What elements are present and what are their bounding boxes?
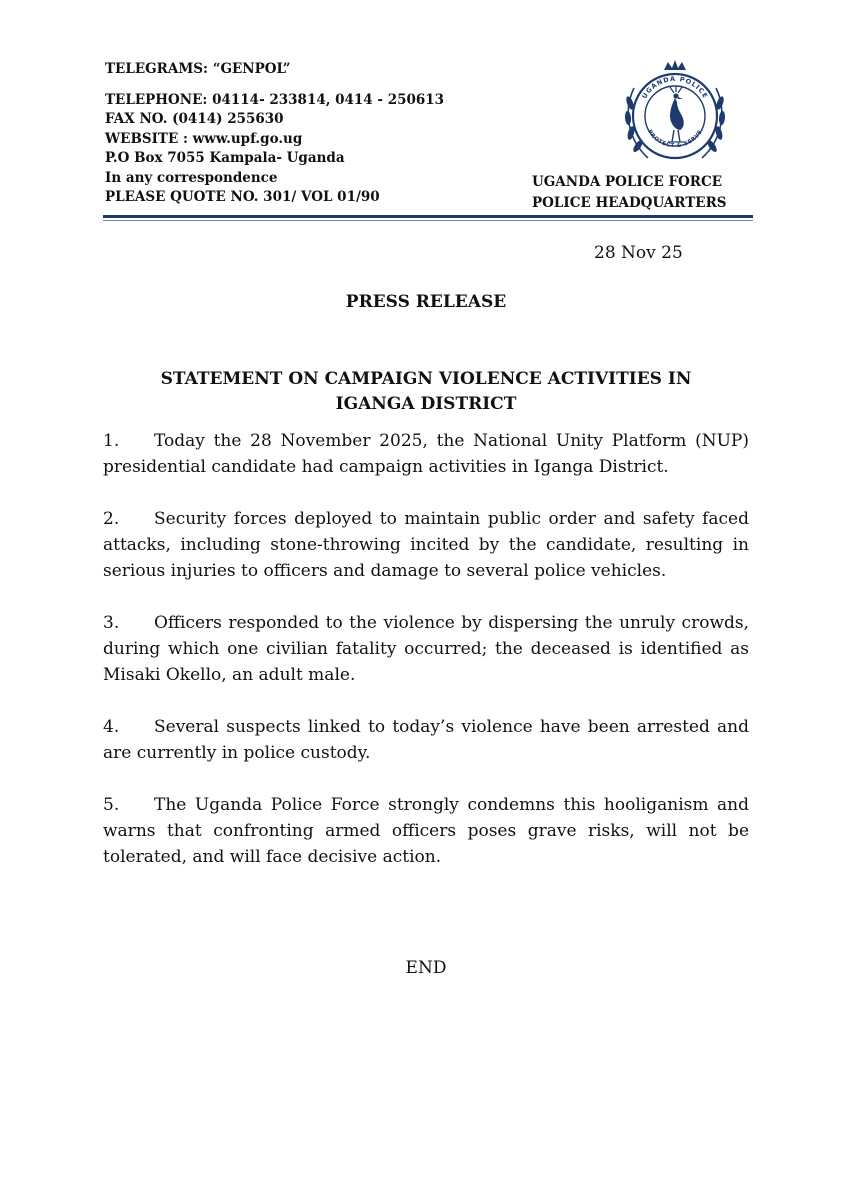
po-box-line: P.O Box 7055 Kampala- Uganda	[105, 150, 345, 166]
correspondence-line: In any correspondence	[105, 169, 278, 186]
paragraph-4	[103, 714, 749, 766]
letterhead-org-block	[532, 172, 727, 214]
crest-top-text: UGANDA POLICE	[640, 74, 710, 101]
org-unit: POLICE HEADQUARTERS	[532, 195, 727, 211]
paragraph-3	[103, 610, 749, 688]
paragraph-text: Officers responded to the violence by dispersing the unruly crowds, during which one civilian fatality occurred; the deceased is identified as Misaki Okello, an adult male.	[103, 613, 749, 685]
press-release-heading: PRESS RELEASE	[345, 292, 507, 312]
paragraph-text: The Uganda Police Force strongly condemns this hooliganism and warns that confronting armed officers poses grave risks, will not be tolerated, and will face decisive action.	[103, 795, 749, 867]
crest-bottom-text: PROTECT & SERVE	[646, 128, 704, 150]
website-line: WEBSITE : www.upf.go.ug	[105, 130, 303, 147]
spacer	[105, 80, 444, 91]
letterhead-divider-thin	[103, 220, 753, 221]
paragraph-number: 5.	[103, 795, 120, 815]
statement-title	[0, 367, 852, 417]
letterhead-contact-block	[105, 60, 444, 208]
fax-line: FAX NO. (0414) 255630	[105, 111, 284, 127]
paragraph-1	[103, 428, 749, 480]
letterhead-divider	[103, 215, 753, 218]
quote-number-line: PLEASE QUOTE NO. 301/ VOL 01/90	[105, 189, 380, 205]
uganda-police-crest-icon	[620, 58, 730, 170]
telegrams-line: TELEGRAMS: “GENPOL”	[105, 61, 291, 77]
svg-text:PROTECT & SERVE	[646, 129, 704, 149]
statement-title-line-1: STATEMENT ON CAMPAIGN VIOLENCE ACTIVITIES IN	[160, 369, 692, 389]
paragraph-2	[103, 506, 749, 584]
paragraph-text: Several suspects linked to today’s violence have been arrested and are currently in police custody.	[103, 717, 749, 763]
paragraph-text: Security forces deployed to maintain public order and safety faced attacks, including stone-throwing incited by the candidate, resulting in serious injuries to officers and damage to several police vehicles.	[103, 509, 749, 581]
paragraph-number: 4.	[103, 717, 120, 737]
release-date: 28 Nov 25	[594, 243, 683, 263]
paragraph-text: Today the 28 November 2025, the National Unity Platform (NUP) presidential candidate had campaign activities in Iganga District.	[103, 431, 749, 477]
paragraph-number: 2.	[103, 509, 120, 529]
statement-title-line-2: IGANGA DISTRICT	[335, 394, 517, 414]
org-name: UGANDA POLICE FORCE	[532, 174, 723, 190]
telephone-line: TELEPHONE: 04114- 233814, 0414 - 250613	[105, 91, 445, 108]
paragraph-5	[103, 792, 749, 870]
end-marker: END	[405, 958, 447, 978]
paragraph-number: 1.	[103, 431, 120, 451]
statement-body	[103, 428, 749, 896]
paragraph-number: 3.	[103, 613, 120, 633]
crested-crane-icon	[668, 86, 684, 142]
